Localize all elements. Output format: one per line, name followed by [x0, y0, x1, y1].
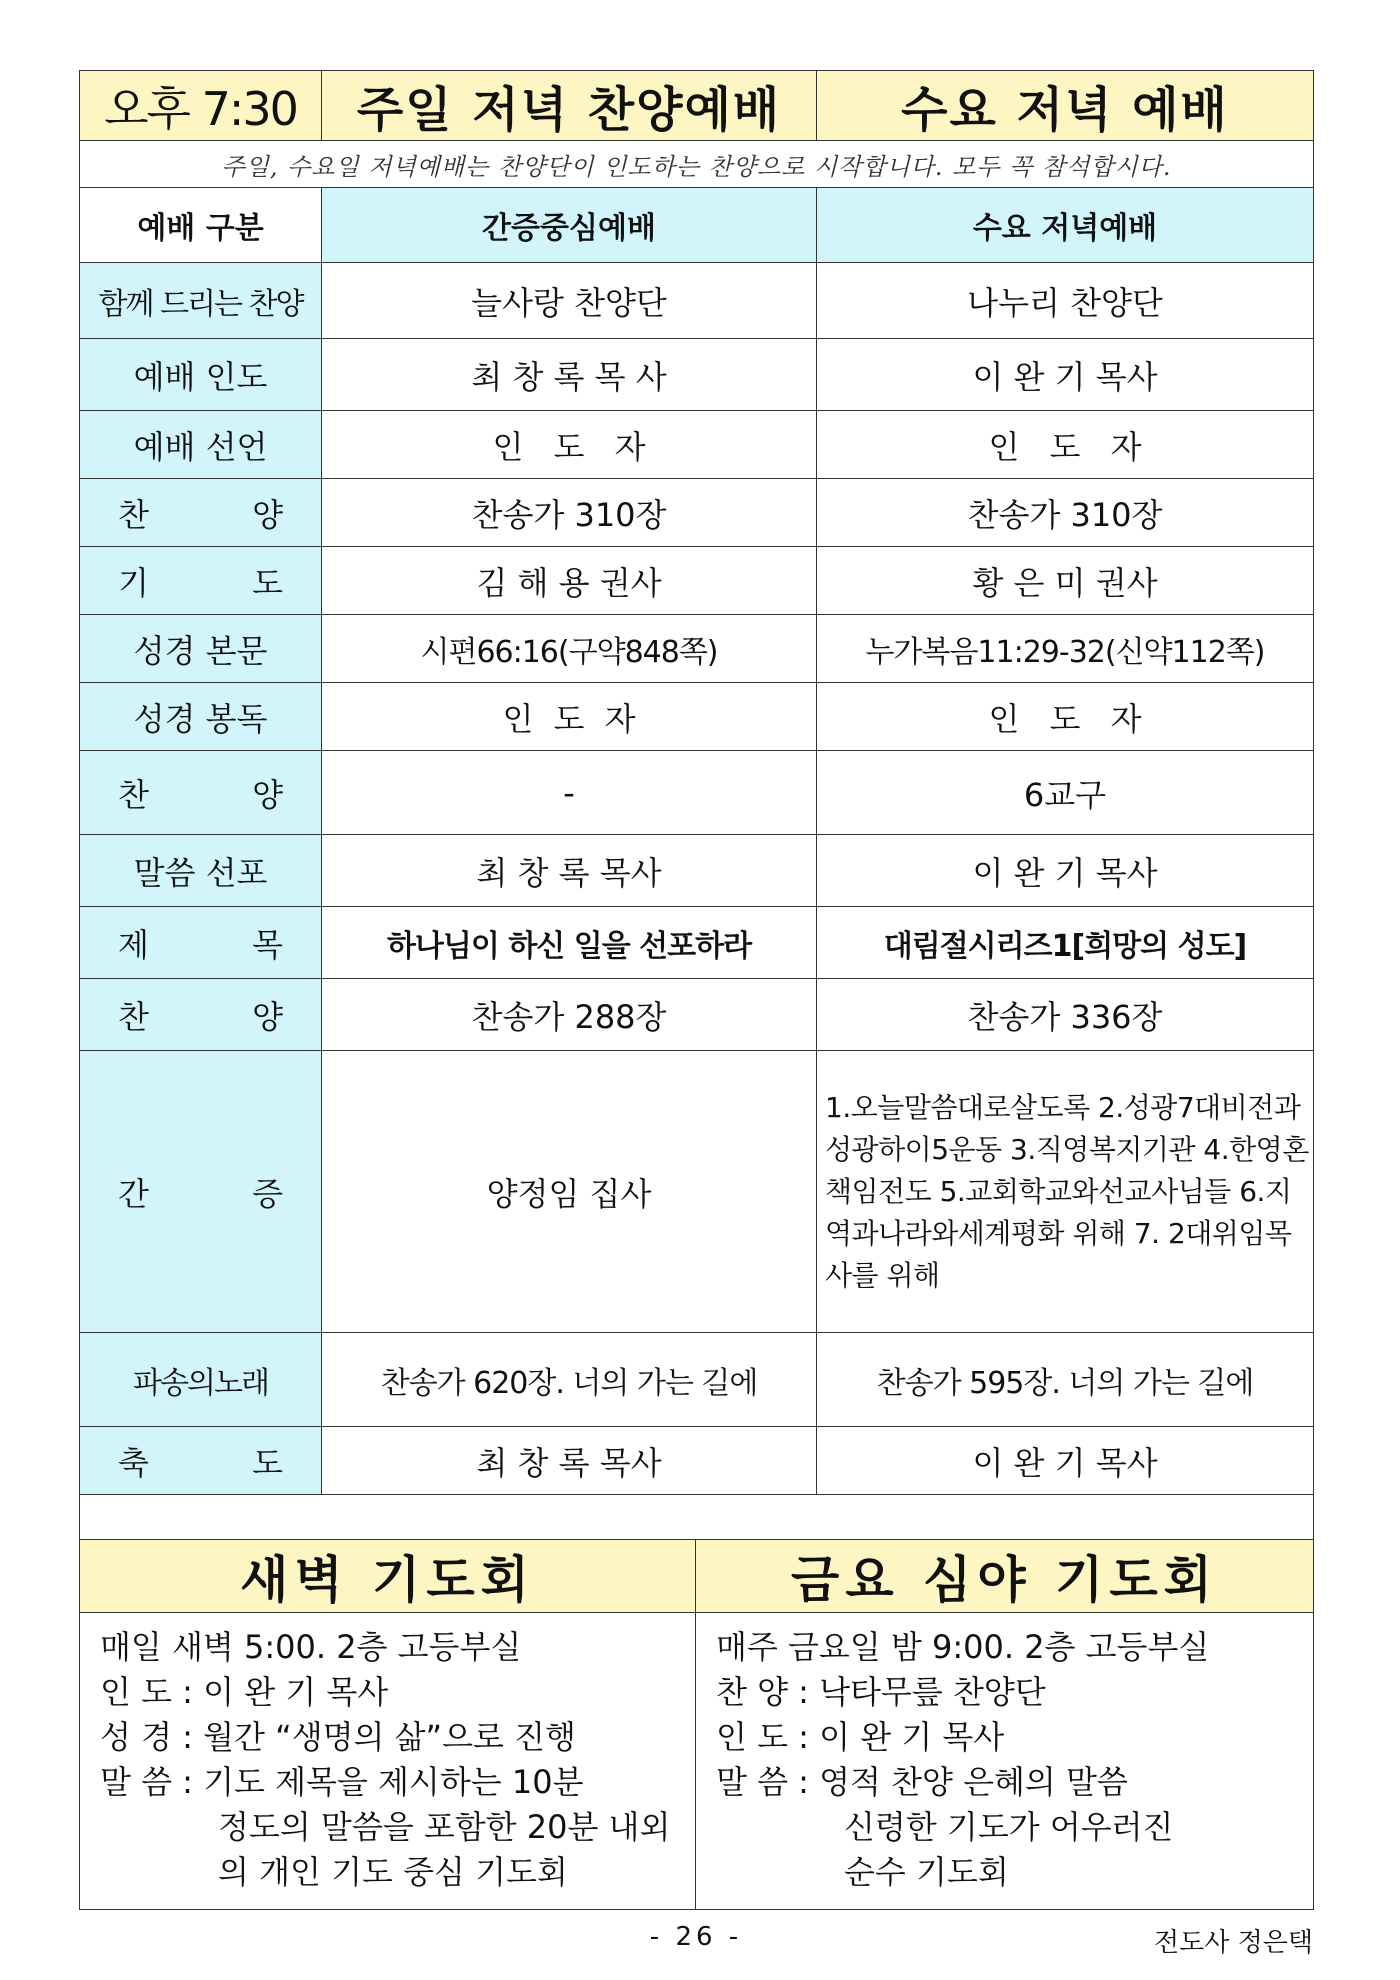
sunday-cell: 시편66:16(구약848쪽) [322, 615, 817, 683]
dawn-line: 매일 새벽 5:00. 2층 고등부실 [100, 1628, 522, 1666]
worship-schedule-sheet [79, 70, 1313, 1910]
spacer-row [80, 1495, 1314, 1540]
row-label: 찬 양 [80, 479, 322, 547]
dawn-line: 성 경 : 월간 “생명의 삶”으로 진행 [100, 1718, 576, 1756]
dawn-prayer-details [80, 1613, 696, 1910]
wednesday-cell: 이 완 기 목사 [817, 835, 1314, 907]
prayer-meeting-table [79, 1495, 1314, 1910]
column-header-wednesday: 수요 저녁예배 [817, 188, 1314, 263]
row-label: 성경 봉독 [80, 683, 322, 751]
header-row [80, 71, 1314, 141]
friday-line: 찬 양 : 낙타무릎 찬양단 [716, 1673, 1046, 1711]
wednesday-cell: 이 완 기 목사 [817, 1427, 1314, 1495]
friday-line: 신령한 기도가 어우러진 [844, 1808, 1174, 1846]
sunday-cell: 최 창 록 목 사 [322, 339, 817, 411]
dawn-line: 인 도 : 이 완 기 목사 [100, 1673, 389, 1711]
prayer-header-row [80, 1540, 1314, 1613]
dawn-line: 의 개인 기도 중심 기도회 [218, 1853, 568, 1891]
wednesday-title: 수요 저녁 예배 [817, 71, 1314, 141]
notice-text: 주일, 수요일 저녁예배는 찬양단이 인도하는 찬양으로 시작합니다. 모두 꼭 참석합시다. [80, 141, 1314, 188]
row-label: 간 증 [80, 1051, 322, 1333]
friday-prayer-title: 금요 심야 기도회 [696, 1540, 1314, 1613]
spacer-cell [80, 1495, 1314, 1540]
sunday-cell: 인 도 자 [322, 683, 817, 751]
row-label: 함께 드리는 찬양 [80, 263, 322, 339]
friday-line: 순수 기도회 [844, 1853, 1009, 1891]
sunday-cell: 찬송가 620장. 너의 가는 길에 [322, 1333, 817, 1427]
row-label: 파송의노래 [80, 1333, 322, 1427]
sunday-title: 주일 저녁 찬양예배 [322, 71, 817, 141]
table-row [80, 479, 1314, 547]
table-row [80, 263, 1314, 339]
column-header-sunday: 간증중심예배 [322, 188, 817, 263]
wednesday-cell: 찬송가 310장 [817, 479, 1314, 547]
row-label: 찬 양 [80, 751, 322, 835]
table-row [80, 1333, 1314, 1427]
friday-line: 인 도 : 이 완 기 목사 [716, 1718, 1005, 1756]
dawn-line: 말 씀 : 기도 제목을 제시하는 10분 [100, 1763, 584, 1801]
sunday-cell: 김 해 용 권사 [322, 547, 817, 615]
row-label: 말씀 선포 [80, 835, 322, 907]
table-row [80, 339, 1314, 411]
table-row [80, 411, 1314, 479]
notice-row [80, 141, 1314, 188]
table-row [80, 1051, 1314, 1333]
table-row [80, 751, 1314, 835]
sunday-cell: 인 도 자 [322, 411, 817, 479]
sunday-cell: 최 창 록 목사 [322, 1427, 817, 1495]
wednesday-cell: 이 완 기 목사 [817, 339, 1314, 411]
row-label: 예배 인도 [80, 339, 322, 411]
sunday-cell: 찬송가 288장 [322, 979, 817, 1051]
table-row [80, 907, 1314, 979]
table-row [80, 683, 1314, 751]
row-label: 제 목 [80, 907, 322, 979]
row-label: 성경 본문 [80, 615, 322, 683]
page-number: - 26 - [649, 1922, 743, 1952]
wednesday-cell: 황 은 미 권사 [817, 547, 1314, 615]
table-row [80, 547, 1314, 615]
sunday-cell: 찬송가 310장 [322, 479, 817, 547]
row-label: 축 도 [80, 1427, 322, 1495]
wednesday-cell: 인 도 자 [817, 683, 1314, 751]
wednesday-cell: 6교구 [817, 751, 1314, 835]
friday-prayer-details [696, 1613, 1314, 1910]
prayer-topics-list: 1.오늘말씀대로살도록 2.성광7대비전과 성광하이5운동 3.직영복지기관 4.한영혼책임전도 5.교회학교와선교사님들 6.지역과나라와세계평화 위해 7. 2대위임목사를 위해 [817, 1051, 1314, 1333]
author-credit: 전도사 정은택 [1154, 1928, 1313, 1958]
wednesday-cell: 누가복음11:29-32(신약112쪽) [817, 615, 1314, 683]
wednesday-cell: 나누리 찬양단 [817, 263, 1314, 339]
service-time: 오후 7:30 [80, 71, 322, 141]
table-row [80, 1427, 1314, 1495]
sunday-cell: 늘사랑 찬양단 [322, 263, 817, 339]
column-header-row [80, 188, 1314, 263]
column-header-label: 예배 구분 [80, 188, 322, 263]
row-label: 기 도 [80, 547, 322, 615]
sunday-cell: - [322, 751, 817, 835]
row-label: 찬 양 [80, 979, 322, 1051]
row-label: 예배 선언 [80, 411, 322, 479]
friday-line: 말 씀 : 영적 찬양 은혜의 말씀 [716, 1763, 1128, 1801]
dawn-line: 정도의 말씀을 포함한 20분 내외 [218, 1808, 671, 1846]
table-row [80, 835, 1314, 907]
dawn-prayer-title: 새벽 기도회 [80, 1540, 696, 1613]
sunday-sermon-title: 하나님이 하신 일을 선포하라 [322, 907, 817, 979]
table-row [80, 615, 1314, 683]
evening-worship-table [79, 70, 1314, 1495]
wednesday-cell: 찬송가 336장 [817, 979, 1314, 1051]
sunday-cell: 최 창 록 목사 [322, 835, 817, 907]
prayer-body-row [80, 1613, 1314, 1910]
friday-line: 매주 금요일 밤 9:00. 2층 고등부실 [716, 1628, 1210, 1666]
wednesday-cell: 인 도 자 [817, 411, 1314, 479]
table-row [80, 979, 1314, 1051]
wednesday-sermon-title: 대림절시리즈1[희망의 성도] [817, 907, 1314, 979]
page-footer [79, 1922, 1313, 1962]
wednesday-cell: 찬송가 595장. 너의 가는 길에 [817, 1333, 1314, 1427]
sunday-cell: 양정임 집사 [322, 1051, 817, 1333]
